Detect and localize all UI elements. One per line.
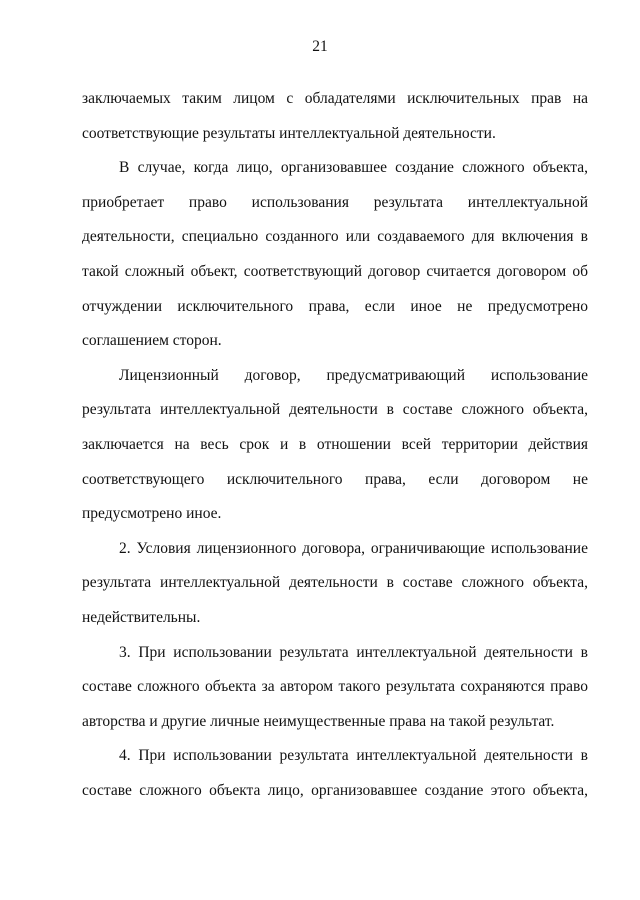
text-line: отчуждении исключительного права, если иное не предусмотрено [82, 297, 588, 315]
page-number: 21 [312, 38, 328, 55]
text-line: предусмотрено иное. [82, 505, 222, 523]
text-line: составе сложного объекта за автором такого результата сохраняются право [82, 678, 588, 696]
text-line: результата интеллектуальной деятельности в составе сложного объекта, [82, 574, 588, 592]
text-line: деятельности, специально созданного или создаваемого для включения в [82, 228, 588, 246]
text-line: составе сложного объекта лицо, организовавшее создание этого объекта, [82, 781, 588, 799]
text-line: заключаемых таким лицом с обладателями исключительных прав на [82, 90, 588, 107]
text-line: 4. При использовании результата интеллектуальной деятельности в [119, 747, 588, 765]
body-text [82, 82, 588, 808]
text-line: В случае, когда лицо, организовавшее создание сложного объекта, [119, 159, 588, 177]
text-line: Лицензионный договор, предусматривающий использование [119, 366, 588, 384]
text-line: такой сложный объект, соответствующий договор считается договором об [82, 262, 588, 280]
text-line: соглашением сторон. [82, 332, 222, 350]
text-line: 2. Условия лицензионного договора, ограничивающие использование [119, 539, 588, 557]
text-line: приобретает право использования результата интеллектуальной [82, 193, 588, 211]
text-line: недействительны. [82, 608, 201, 626]
text-line: результата интеллектуальной деятельности в составе сложного объекта, [82, 401, 588, 419]
text-line: соответствующего исключительного права, если договором не [82, 470, 588, 488]
text-line: заключается на весь срок и в отношении всей территории действия [82, 435, 588, 453]
text-line: соответствующие результаты интеллектуальной деятельности. [82, 124, 496, 142]
text-line: 3. При использовании результата интеллектуальной деятельности в [119, 643, 588, 661]
text-line: авторства и другие личные неимущественные права на такой результат. [82, 712, 555, 730]
